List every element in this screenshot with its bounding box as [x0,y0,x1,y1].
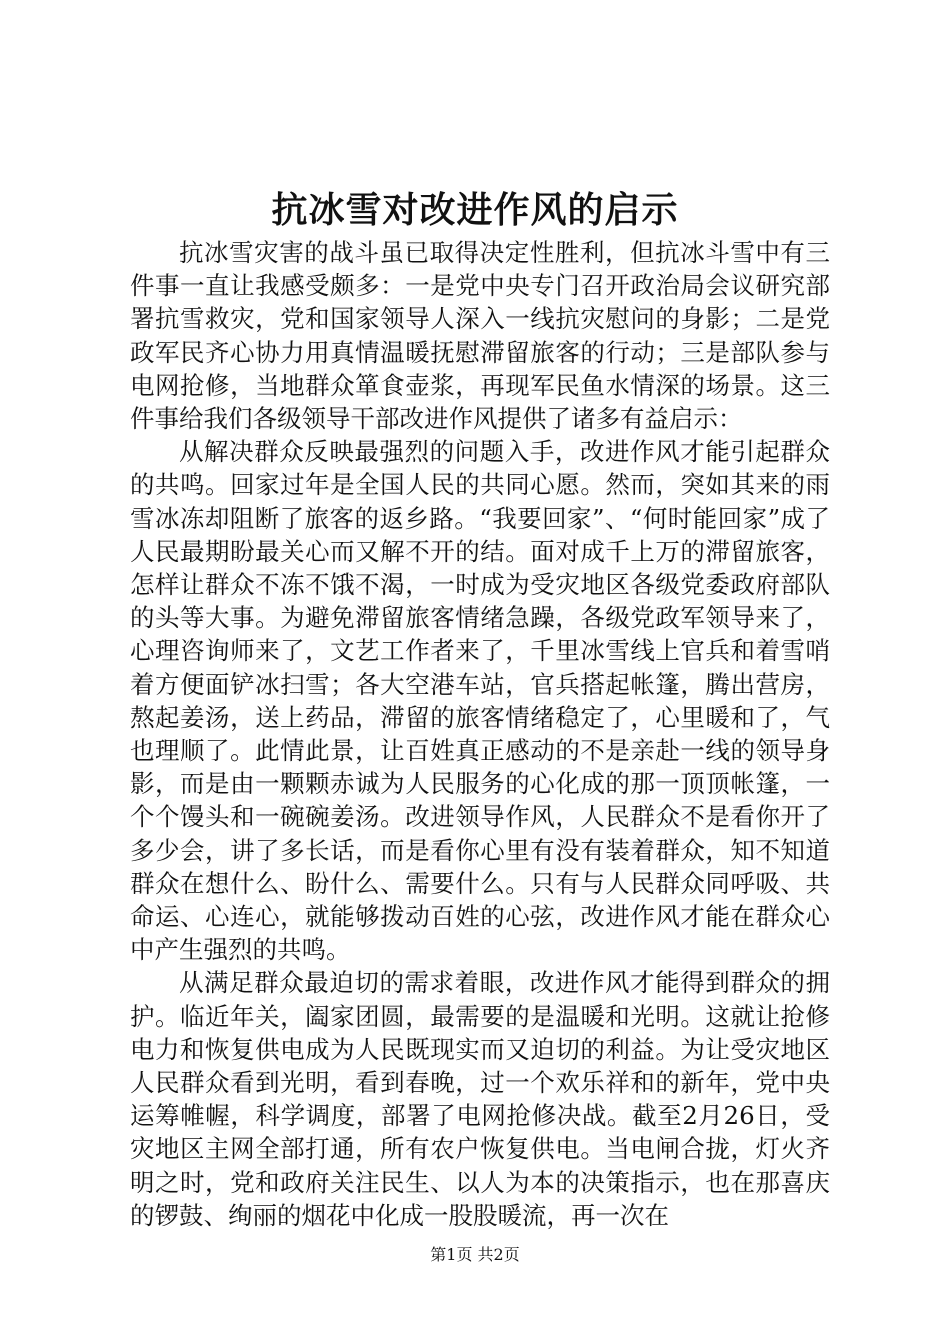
document-body [130,236,830,1232]
paragraph-1: 抗冰雪灾害的战斗虽已取得决定性胜利，但抗冰斗雪中有三件事一直让我感受颇多：一是党中央专门召开政治局会议研究部署抗雪救灾，党和国家领导人深入一线抗灾慰问的身影；二是党政军民齐心协力用真情温暖抚慰滞留旅客的行动；三是部队参与电网抢修，当地群众箪食壶浆，再现军民鱼水情深的场景。这三件事给我们各级领导干部改进作风提供了诸多有益启示： [130,238,830,434]
paragraph-3: 从满足群众最迫切的需求着眼，改进作风才能得到群众的拥护。临近年关，阖家团圆，最需要的是温暖和光明。这就让抢修电力和恢复供电成为人民既现实而又迫切的利益。为让受灾地区人民群众看到光明，看到春晚，过一个欢乐祥和的新年，党中央运筹帷幄，科学调度，部署了电网抢修决战。截至2月26日，受灾地区主网全部打通，所有农户恢复供电。当电闸合拢，灯火齐明之时，党和政府关注民生、以人为本的决策指示，也在那喜庆的锣鼓、绚丽的烟花中化成一股股暖流，再一次在 [130,968,830,1230]
page-footer: 第1页 共2页 [430,1245,520,1264]
paragraph-2: 从解决群众反映最强烈的问题入手，改进作风才能引起群众的共鸣。回家过年是全国人民的共同心愿。然而，突如其来的雨雪冰冻却阻断了旅客的返乡路。“我要回家”、“何时能回家”成了人民最期盼最关心而又解不开的结。面对成千上万的滞留旅客，怎样让群众不冻不饿不渴，一时成为受灾地区各级党委政府部队的头等大事。为避免滞留旅客情绪急躁，各级党政军领导来了，心理咨询师来了，文艺工作者来了，千里冰雪线上官兵和着雪哨着方便面铲冰扫雪；各大空港车站，官兵搭起帐篷，腾出营房，熬起姜汤，送上药品，滞留的旅客情绪稳定了，心里暖和了，气也理顺了。此情此景，让百姓真正感动的不是亲赴一线的领导身影，而是由一颗颗赤诚为人民服务的心化成的那一顶顶帐篷，一个个馒头和一碗碗姜汤。改进领导作风，人民群众不是看你开了多少会，讲了多长话，而是看你心里有没有装着群众，知不知道群众在想什么、盼什么、需要什么。只有与人民群众同呼吸、共命运、心连心，就能够拨动百姓的心弦，改进作风才能在群众心中产生强烈的共鸣。 [130,437,830,965]
document-title: 抗冰雪对改进作风的启示 [271,189,679,231]
